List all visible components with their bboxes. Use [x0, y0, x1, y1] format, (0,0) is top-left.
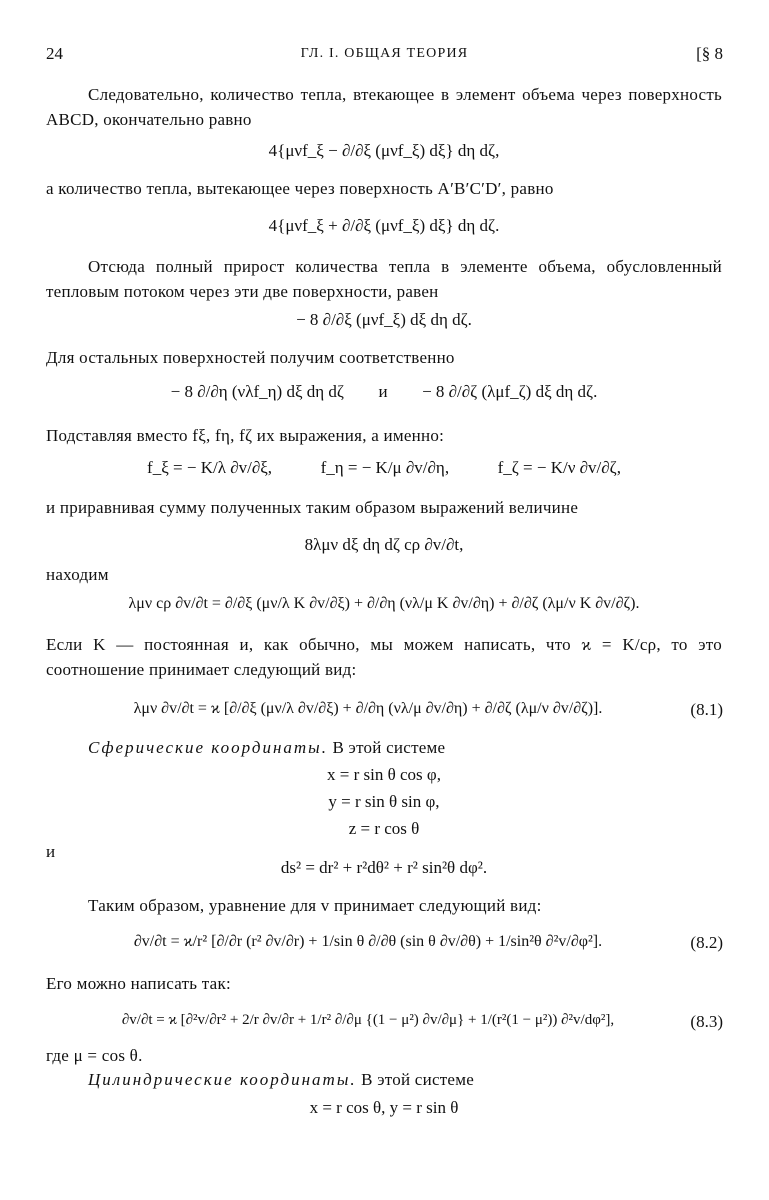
equation-f-zeta: f_ζ = − K/ν ∂v/∂ζ,: [497, 458, 621, 477]
paragraph-9: [46, 735, 722, 760]
paragraph-7: находим: [46, 565, 109, 584]
paragraph-3: Отсюда полный прирост количества тепла в элементе объема, обусловленный тепловым потоком через эти две поверхности, равен: [46, 257, 722, 301]
paragraph-8: Если K — постоянная и, как обычно, мы можем написать, что ϰ = K/cρ, то это соотношение принимает следующий вид:: [46, 635, 722, 679]
equation-balance: λμν cρ ∂v/∂t = ∂/∂ξ (μν/λ K ∂v/∂ξ) + ∂/∂η (νλ/μ K ∂v/∂η) + ∂/∂ζ (λμ/ν K ∂v/∂ζ).: [128, 595, 640, 612]
equation-8-3: ∂v/∂t = ϰ [∂²v/∂r² + 2/r ∂v/∂r + 1/r² ∂/∂μ {(1 − μ²) ∂v/∂μ} + 1/(r²(1 − μ²)) ∂²v/dφ²],: [121, 1012, 615, 1028]
paragraph-11: Таким образом, уравнение для v принимает следующий вид:: [88, 896, 542, 915]
equation-8-2: ∂v/∂t = ϰ/r² [∂/∂r (r² ∂v/∂r) + 1/sin θ ∂/∂θ (sin θ ∂v/∂θ) + 1/sin²θ ∂²v/∂φ²].: [133, 933, 603, 950]
equation-sph-y: y = r sin θ sin φ,: [328, 792, 440, 811]
paragraph-14: [46, 1067, 722, 1092]
paragraph-9-rest: В этой системе: [332, 738, 446, 757]
equation-line-element: ds² = dr² + r²dθ² + r² sin²θ dφ².: [280, 858, 488, 877]
equation-outflow: 4{μνf_ξ + ∂/∂ξ (μνf_ξ) dξ} dη dζ.: [268, 216, 500, 235]
paragraph-6: и приравнивая сумму полученных таким образом выражений величине: [46, 498, 579, 517]
paragraph-10: и: [46, 842, 56, 861]
equation-other-surfaces: [46, 382, 722, 402]
equation-increment: − 8 ∂/∂ξ (μνf_ξ) dξ dη dζ.: [296, 310, 472, 329]
paragraph-2: а количество тепла, вытекающее через поверхность A′B′C′D′, равно: [46, 179, 554, 198]
subsection-title-spherical: Сферические координаты.: [88, 738, 328, 757]
equation-sph-x: x = r sin θ cos φ,: [327, 765, 441, 784]
equation-heat-content: 8λμν dξ dη dζ cρ ∂v/∂t,: [304, 535, 464, 554]
equation-number-8-2: (8.2): [690, 933, 723, 952]
equation-zeta-surface: − 8 ∂/∂ζ (λμf_ζ) dξ dη dζ.: [422, 382, 598, 401]
equation-f-eta: f_η = − K/μ ∂v/∂η,: [320, 458, 450, 477]
conjunction-and: и: [378, 382, 388, 401]
equation-eta-surface: − 8 ∂/∂η (νλf_η) dξ dη dζ: [170, 382, 344, 401]
paragraph-5: Подставляя вместо fξ, fη, fζ их выражения, а именно:: [46, 426, 445, 445]
chapter-title: ГЛ. I. ОБЩАЯ ТЕОРИЯ: [300, 46, 469, 61]
page-header: [46, 44, 723, 66]
equation-8-1: λμν ∂v/∂t = ϰ [∂/∂ξ (μν/λ ∂v/∂ξ) + ∂/∂η (νλ/μ ∂v/∂η) + ∂/∂ζ (λμ/ν ∂v/∂ζ)].: [133, 700, 603, 717]
equation-cylindrical: x = r cos θ, y = r sin θ: [309, 1098, 459, 1117]
equation-f-xi: f_ξ = − K/λ ∂v/∂ξ,: [147, 458, 273, 477]
equation-flux-components: [46, 458, 722, 478]
page-number: 24: [46, 44, 63, 63]
section-reference: [§ 8: [696, 44, 723, 63]
equation-number-8-3: (8.3): [690, 1012, 723, 1031]
equation-sph-z: z = r cos θ: [348, 819, 420, 838]
subsection-title-cylindrical: Цилиндрические координаты.: [88, 1070, 357, 1089]
paragraph-1: Следовательно, количество тепла, втекающее в элемент объема через поверхность ABCD, окончательно равно: [46, 85, 722, 129]
paragraph-14-rest: В этой системе: [361, 1070, 475, 1089]
paragraph-12: Его можно написать так:: [46, 974, 231, 993]
paragraph-13: где μ = cos θ.: [46, 1046, 143, 1065]
equation-number-8-1: (8.1): [690, 700, 723, 719]
paragraph-4: Для остальных поверхностей получим соответственно: [46, 348, 455, 367]
equation-inflow: 4{μνf_ξ − ∂/∂ξ (μνf_ξ) dξ} dη dζ,: [268, 141, 500, 160]
